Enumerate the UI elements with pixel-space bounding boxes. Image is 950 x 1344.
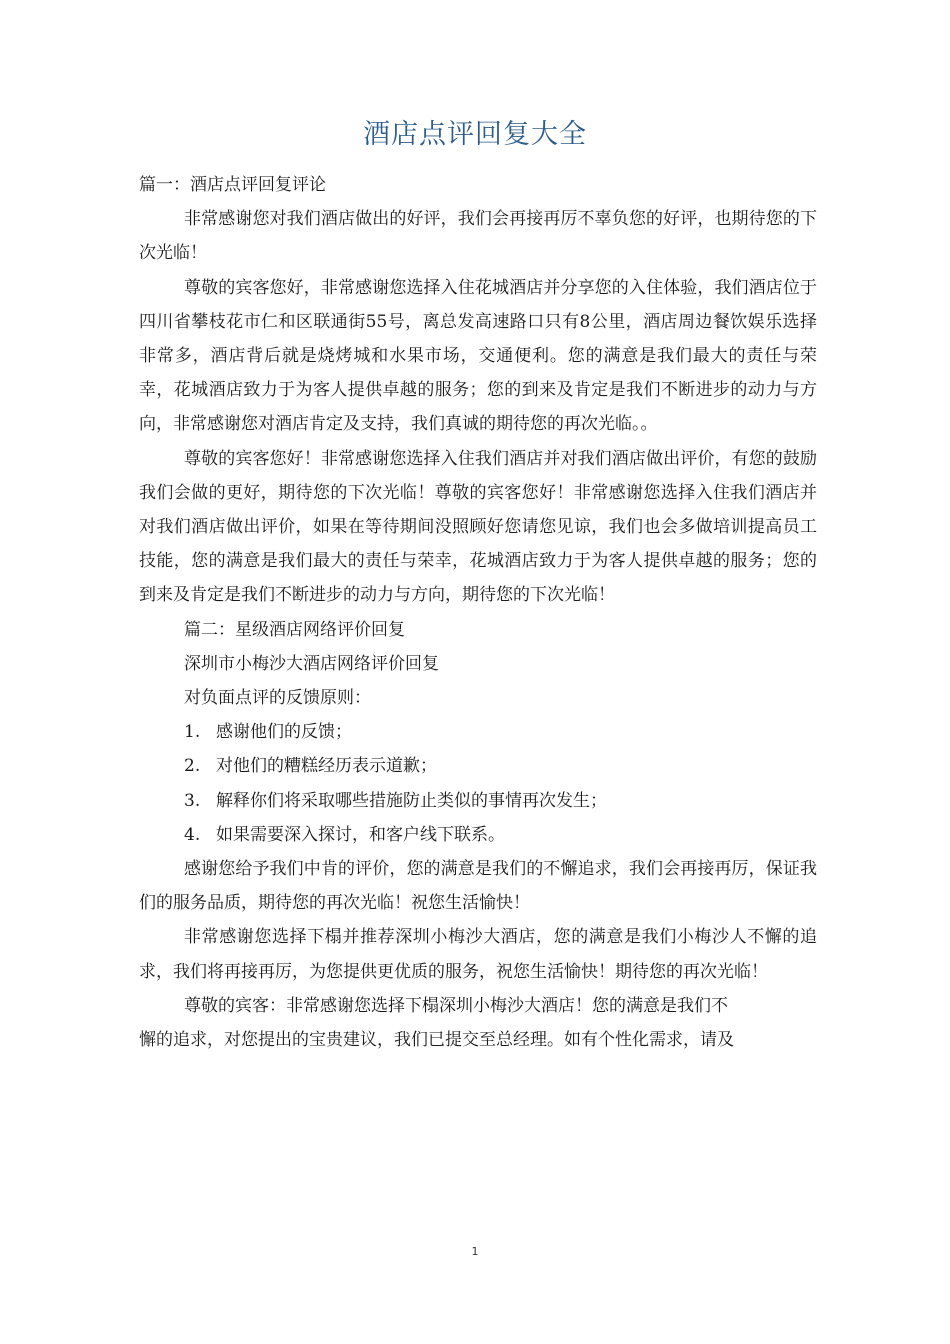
paragraph-4: 感谢您给予我们中肯的评价，您的满意是我们的不懈追求，我们会再接再厉，保证我们的服务品质，期待您的再次光临！祝您生活愉快！ xyxy=(139,859,817,914)
list-item xyxy=(139,749,817,783)
paragraph-6-line-1: 尊敬的宾客：非常感谢您选择下榻深圳小梅沙大酒店！您的满意是我们不 xyxy=(184,995,728,1016)
document-body xyxy=(139,168,817,1057)
paragraph-3: 尊敬的宾客您好！非常感谢您选择入住我们酒店并对我们酒店做出评价，有您的鼓励我们会做的更好，期待您的下次光临！尊敬的宾客您好！非常感谢您选择入住我们酒店并对我们酒店做出评价，如果在等待期间没照顾好您请您见谅，我们也会多做培训提高员工技能，您的满意是我们最大的责任与荣幸，花城酒店致力于为客人提供卓越的服务；您的到来及肯定是我们不断进步的动力与方向，期待您的下次光临！ xyxy=(139,448,817,606)
list-item-number: 4. xyxy=(184,824,201,845)
document-title: 酒店点评回复大全 xyxy=(363,119,587,150)
section2-heading: 篇二：星级酒店网络评价回复 xyxy=(184,619,405,640)
page-number: 1 xyxy=(471,1245,479,1258)
paragraph-1: 非常感谢您对我们酒店做出的好评，我们会再接再厉不辜负您的好评，也期待您的下次光临！ xyxy=(139,209,817,264)
list-item xyxy=(139,784,817,818)
list-item-text: 感谢他们的反馈； xyxy=(216,722,352,743)
list-item-number: 2. xyxy=(184,756,201,777)
paragraph-5: 非常感谢您选择下榻并推荐深圳小梅沙大酒店，您的满意是我们小梅沙人不懈的追求，我们将再接再厉，为您提供更优质的服务，祝您生活愉快！期待您的再次光临！ xyxy=(139,927,817,982)
list-item-text: 如果需要深入探讨，和客户线下联系。 xyxy=(216,824,505,845)
list-item-number: 1. xyxy=(184,722,201,743)
principles-heading: 对负面点评的反馈原则： xyxy=(184,688,371,709)
paragraph-6-line-2: 懈的追求，对您提出的宝贵建议，我们已提交至总经理。如有个性化需求，请及 xyxy=(139,1030,734,1051)
list-item xyxy=(139,715,817,749)
list-item-text: 解释你们将采取哪些措施防止类似的事情再次发生； xyxy=(216,790,607,811)
section1-heading: 篇一：酒店点评回复评论 xyxy=(139,175,326,195)
list-item-number: 3. xyxy=(184,790,201,811)
list-item xyxy=(139,818,817,852)
paragraph-2: 尊敬的宾客您好，非常感谢您选择入住花城酒店并分享您的入住体验，我们酒店位于四川省攀枝花市仁和区联通街55号，离总发高速路口只有8公里，酒店周边餐饮娱乐选择非常多，酒店背后就是烧烤城和水果市场，交通便利。您的满意是我们最大的责任与荣幸，花城酒店致力于为客人提供卓越的服务；您的到来及肯定是我们不断进步的动力与方向，非常感谢您对酒店肯定及支持，我们真诚的期待您的再次光临。。 xyxy=(139,277,817,435)
list-item-text: 对他们的糟糕经历表示道歉； xyxy=(216,756,437,777)
section2-subtitle: 深圳市小梅沙大酒店网络评价回复 xyxy=(184,653,439,674)
